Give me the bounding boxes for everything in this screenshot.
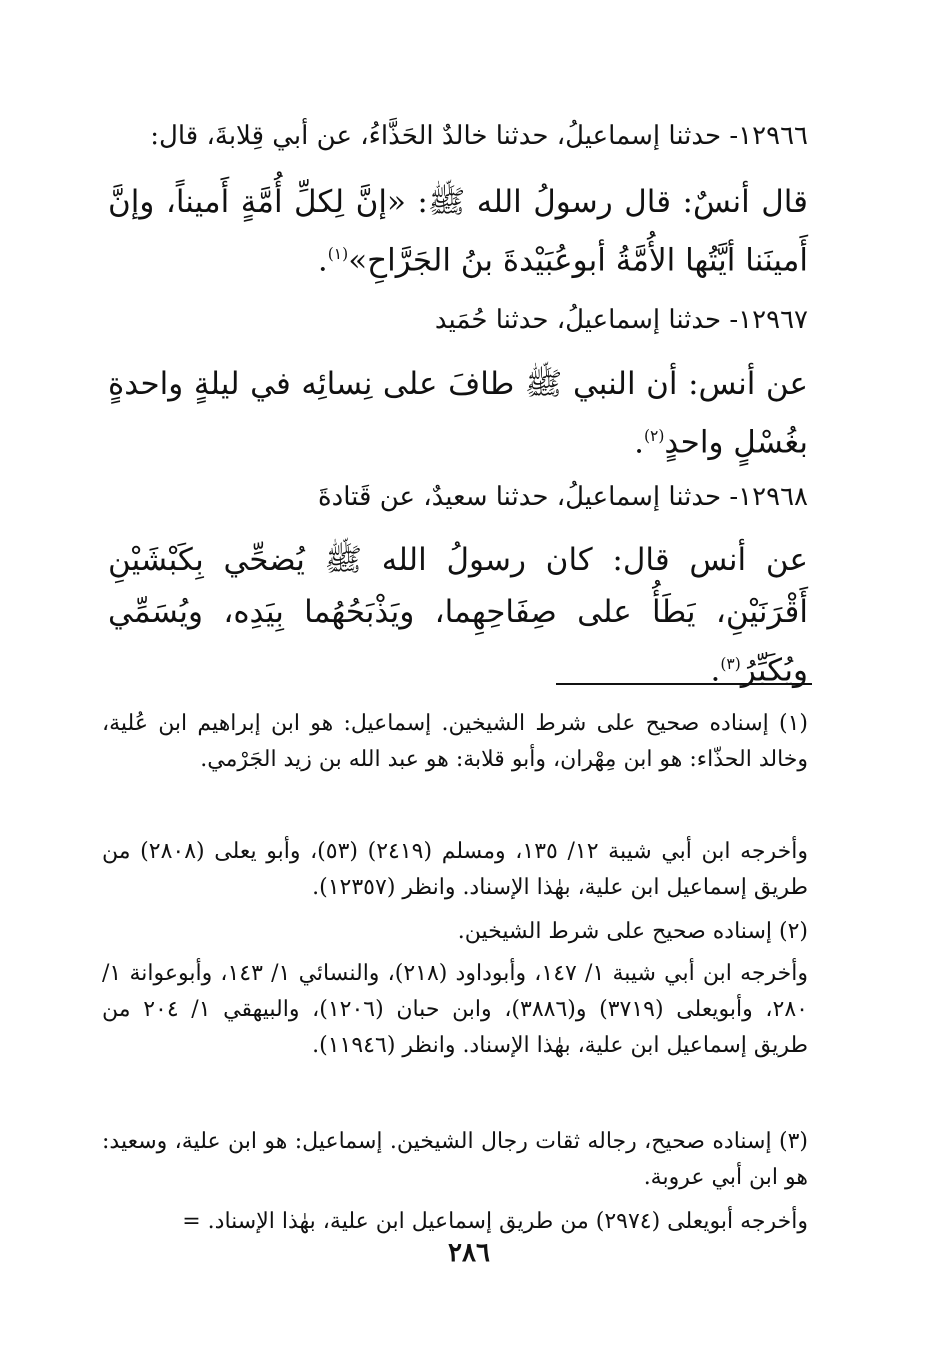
footnote-ref: (٣) bbox=[720, 655, 741, 673]
hadith-isnad: ١٢٩٦٦- حدثنا إسماعيلُ، حدثنا خالدٌ الحَذَّاءُ، عن أبي قِلابةَ، قال: bbox=[150, 121, 808, 151]
footnote: وأخرجه أبويعلى (٢٩٧٤) من طريق إسماعيل ابن علية، بهٰذا الإسناد. = bbox=[182, 1209, 808, 1234]
footnote: (٣) إسناده صحيح، رجاله ثقات رجال الشيخين. إسماعيل: هو ابن علية، وسعيد: هو ابن أبي عروبة. bbox=[102, 1129, 808, 1190]
footnote-ref: (٢) bbox=[643, 427, 665, 445]
hadith-tail: . bbox=[317, 242, 328, 279]
hadith-tail: . bbox=[634, 424, 644, 461]
footnote: (٢) إسناده صحيح على شرط الشيخين. bbox=[457, 919, 808, 944]
hadith-text: قال أنسٌ: قال رسولُ الله ﷺ: «إنَّ لِكلِّ أُمَّةٍ أَميناً، وإنَّ أَمينَنا أيَّتُها الأُمَّةُ أبوعُبَيْدةَ بنُ الجَرَّاحِ» bbox=[108, 184, 808, 279]
footnote: (١) إسناده صحيح على شرط الشيخين. إسماعيل: هو ابن إبراهيم ابن عُلية، وخالد الحذّاء: هو ابن مِهْران، وأبو قلابة: هو عبد الله بن زيد الجَرْمي. bbox=[102, 711, 808, 772]
footnote: وأخرجه ابن أبي شيبة ١/ ١٤٧، وأبوداود (٢١٨)، والنسائي ١/ ١٤٣، وأبوعوانة ١/ ٢٨٠، وأبويعلى (٣٧١٩) و(٣٨٨٦)، وابن حبان (١٢٠٦)، والبيهقي ١/ ٢٠٤ من طريق إسماعيل ابن علية، بهٰذا الإسناد. وانظر (١١٩٤٦). bbox=[102, 961, 808, 1058]
footnote: وأخرجه ابن أبي شيبة ١٢/ ١٣٥، ومسلم (٢٤١٩) (٥٣)، وأبو يعلى (٢٨٠٨) من طريق إسماعيل ابن علية، بهٰذا الإسناد. وانظر (١٢٣٥٧). bbox=[102, 839, 809, 900]
hadith-matn bbox=[108, 358, 808, 468]
page-number: ٢٨٦ bbox=[448, 1238, 490, 1268]
hadith-text: عن أنس قال: كان رسولُ الله ﷺ يُضحِّي بِكَبْشَيْنِ أَقْرَنَيْنِ، يَطَأُ على صِفَاحِهِما، ويَذْبَحُهُما بِيَدِه، ويُسَمِّي ويُكَبِّرُ bbox=[108, 542, 808, 689]
hadith-text: عن أنس: أن النبي ﷺ طافَ على نِسائِه في ليلةٍ واحدةٍ بغُسْلٍ واحدٍ bbox=[108, 366, 808, 461]
footnote-separator bbox=[556, 683, 812, 685]
hadith-matn bbox=[108, 534, 808, 696]
hadith-isnad: ١٢٩٦٨- حدثنا إسماعيلُ، حدثنا سعيدٌ، عن قَتادةَ bbox=[318, 482, 808, 512]
hadith-tail: . bbox=[710, 652, 721, 689]
footnote-ref: (١) bbox=[327, 245, 349, 263]
hadith-matn bbox=[108, 176, 808, 286]
hadith-isnad: ١٢٩٦٧- حدثنا إسماعيلُ، حدثنا حُمَيد bbox=[434, 305, 808, 335]
